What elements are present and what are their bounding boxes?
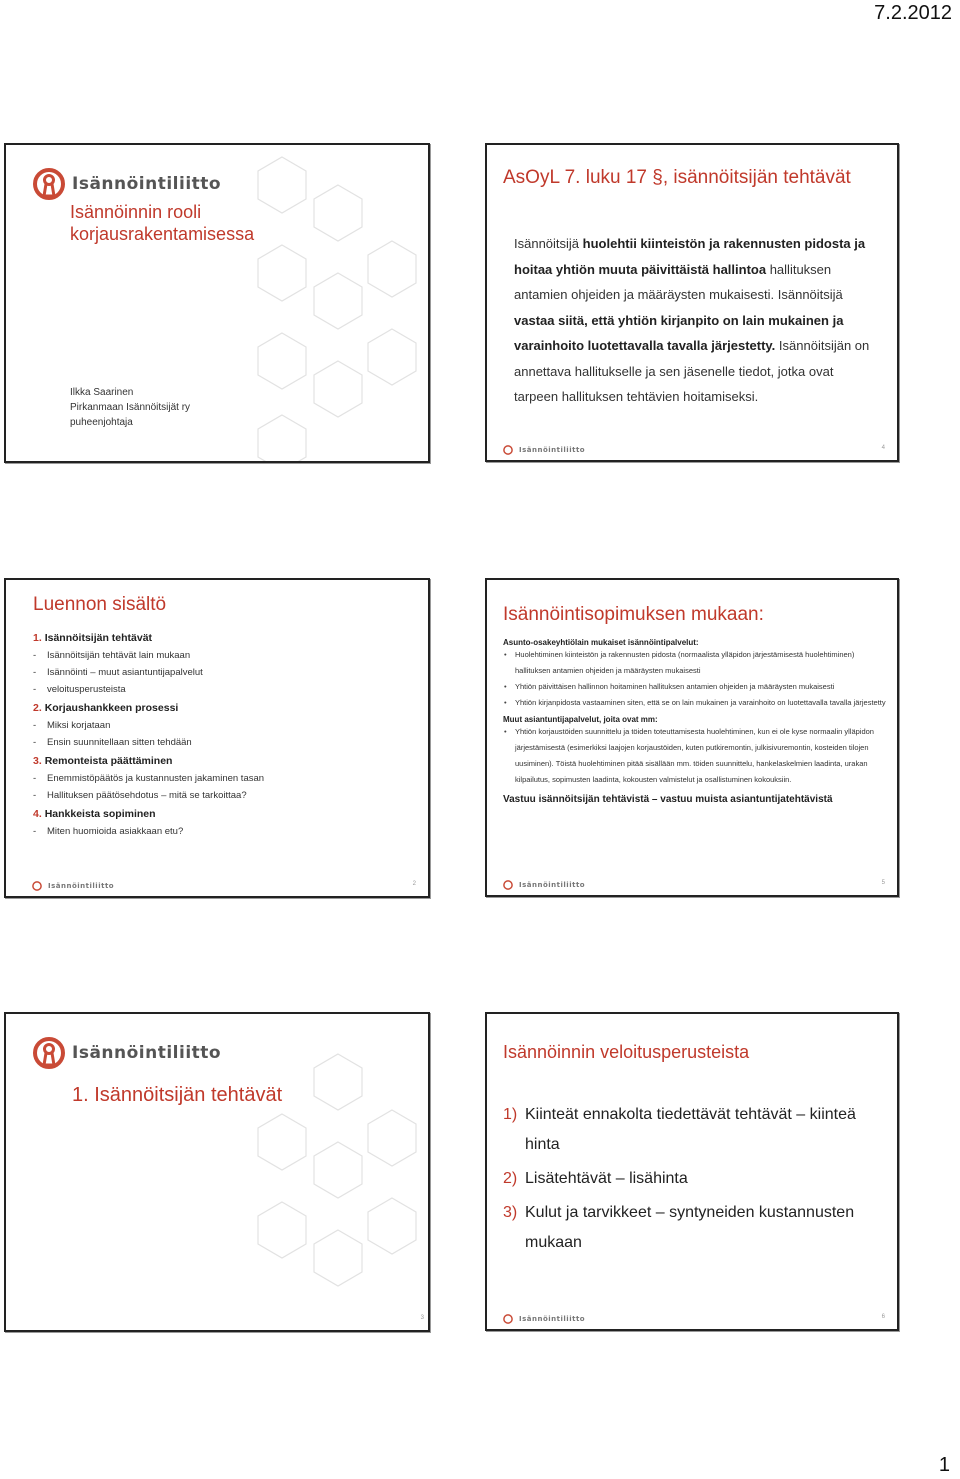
toc-item: - veloitusperusteista [33,684,264,695]
logo-text: Isännöintiliitto [519,1315,586,1323]
toc-section-number: 3. [33,755,42,767]
final-note: Vastuu isännöitsijän tehtävistä – vastuu muista asiantuntijatehtävistä [503,794,833,805]
keyhole-logo-icon [32,1036,66,1070]
toc-section [33,808,264,820]
keyhole-logo-icon [32,167,66,201]
footer-logo [503,880,585,890]
isannointiliitto-logo [32,167,221,201]
toc-section-number: 1. [33,632,42,644]
footer-logo [503,445,585,455]
toc-item: - Ensin suunnitellaan sitten tehdään [33,737,264,748]
logo-text: Isännöintiliitto [519,446,586,454]
body-text: Isännöitsijän on annettava hallitukselle ja sen jäsenelle tiedot, jotka ovat tarpeen hallituksen tehtävien hoitamiseksi. [514,338,870,404]
slide-6 [485,1012,899,1331]
numbered-list [503,1100,883,1262]
slide-1 [4,143,430,463]
slide-6-title: Isännöinnin veloitusperusteista [503,1042,750,1062]
table-of-contents [33,632,264,837]
toc-section-label: Korjaushankkeen prosessi [44,702,179,714]
slide-5 [485,578,899,897]
slide-3-title: 1. Isännöitsijän tehtävät [72,1084,283,1106]
toc-section [33,702,264,714]
body-text: hallituksen antamien ohjeiden ja määräysten mukaisesti. Isännöitsijä [514,261,843,302]
toc-item: - Hallituksen päätösehdotus – mitä se tarkoittaa? [33,790,264,801]
keyhole-logo-icon [503,880,513,890]
author-name: Ilkka Saarinen [70,387,134,398]
slide-3 [4,1012,430,1332]
logo-text: Isännöintiliitto [72,1043,222,1063]
toc-section-number: 2. [33,702,42,714]
logo-text: Isännöintiliitto [72,174,222,194]
list-item [503,1198,883,1258]
author-role: puheenjohtaja [70,417,133,428]
slide-number: 4 [881,445,885,451]
list-item: • Yhtiön päivittäisen hallinnon hoitaminen hallituksen antamien ohjeiden ja määräysten mukaisesti [503,679,887,695]
section-heading: Asunto-osakeyhtiölain mukaiset isännöintipalvelut: [503,638,699,647]
list-item-number: 3) [503,1204,518,1221]
keyhole-logo-icon [503,1314,513,1324]
body-text: Isännöitsijä [514,236,583,251]
hexagon-pattern-icon [242,145,430,463]
list-item: • Huolehtiminen kiinteistön ja rakennusten pidosta (normaalista ylläpidon järjestämisestä huolehtiminen) hallituksen antamien ohjeiden ja määräysten mukaisesti [503,647,887,679]
list-item: • Yhtiön kirjanpidosta vastaaminen siten, että se on lain mukainen ja varainhoito on luotettavalla tavalla järjestetty [503,695,887,711]
isannointiliitto-logo [32,1036,221,1070]
toc-item: - Miksi korjataan [33,720,264,731]
bullet-list [503,647,887,711]
list-item: • Yhtiön korjaustöiden suunnittelu ja töiden toteuttamisesta huolehtiminen, kun ei ole kyse normaalin ylläpidon järjestämisestä (esimerkiksi laajojen korjaustöiden, kuten putkiremontin, julkisivuremontin, kosteiden tilojen uusiminen). Töistä huolehtiminen pitää sisällään mm. töiden suunnittelu, hankelaskelmien laadinta, urakan kilpailutus, sopimusten laadinta, kokousten valmistelut ja osallistuminen kokouksiin. [503,724,887,788]
list-item [503,1164,883,1194]
body-text-bold: huolehtii kiinteistön ja rakennusten pidosta ja hoitaa yhtiön muuta päivittäistä hallintoa [514,236,866,277]
toc-item: - Isännöinti – muut asiantuntijapalvelut [33,667,264,678]
list-item-number: 1) [503,1106,518,1123]
body-text-bold: vastaa siitä, että yhtiön kirjanpito on lain mukainen ja varainhoito luotettavalla tavalla järjestetty. [514,312,844,353]
toc-section-label: Isännöitsijän tehtävät [44,632,153,644]
toc-item: - Enemmistöpäätös ja kustannusten jakaminen tasan [33,773,264,784]
keyhole-logo-icon [503,445,513,455]
toc-section-label: Hankkeista sopiminen [44,808,156,820]
slide-number: 5 [881,880,885,886]
list-item-text: Kiinteät ennakolta tiedettävät tehtävät – kiinteä hinta [525,1106,856,1153]
toc-section-label: Remonteista päättäminen [44,755,173,767]
toc-item: - Isännöitsijän tehtävät lain mukaan [33,650,264,661]
slide-1-title: Isännöinnin rooli korjausrakentamisessa [70,202,255,244]
hexagon-pattern-icon [242,1014,430,1332]
toc-section [33,755,264,767]
footer-logo [32,881,114,891]
page-date: 7.2.2012 [874,2,952,24]
author-org: Pirkanmaan Isännöitsijät ry [70,402,191,413]
slide-number: 2 [412,881,416,887]
toc-section [33,632,264,644]
list-item-text: Kulut ja tarvikkeet – syntyneiden kustannusten mukaan [525,1204,855,1251]
section-heading: Muut asiantuntijapalvelut, joita ovat mm: [503,715,658,724]
slide-2 [4,578,430,898]
slide-4 [485,143,899,462]
keyhole-logo-icon [32,881,42,891]
slide-number: 6 [881,1314,885,1320]
toc-item: - Miten huomioida asiakkaan etu? [33,826,264,837]
logo-text: Isännöintiliitto [48,882,115,890]
footer-logo [503,1314,585,1324]
author-block [70,385,190,430]
logo-text: Isännöintiliitto [519,881,586,889]
slide-4-title: AsOyL 7. luku 17 §, isännöitsijän tehtävät [503,167,851,188]
slide-5-body [503,634,887,805]
slide-number: 3 [420,1315,424,1321]
toc-section-number: 4. [33,808,42,820]
list-item-text: Lisätehtävät – lisähinta [525,1170,688,1187]
slide-4-body [514,231,876,410]
list-item [503,1100,883,1160]
slide-5-title: Isännöintisopimuksen mukaan: [503,604,764,625]
list-item-number: 2) [503,1170,518,1187]
slide-2-title: Luennon sisältö [33,594,167,615]
bullet-list [503,724,887,788]
page-number: 1 [938,1454,950,1476]
